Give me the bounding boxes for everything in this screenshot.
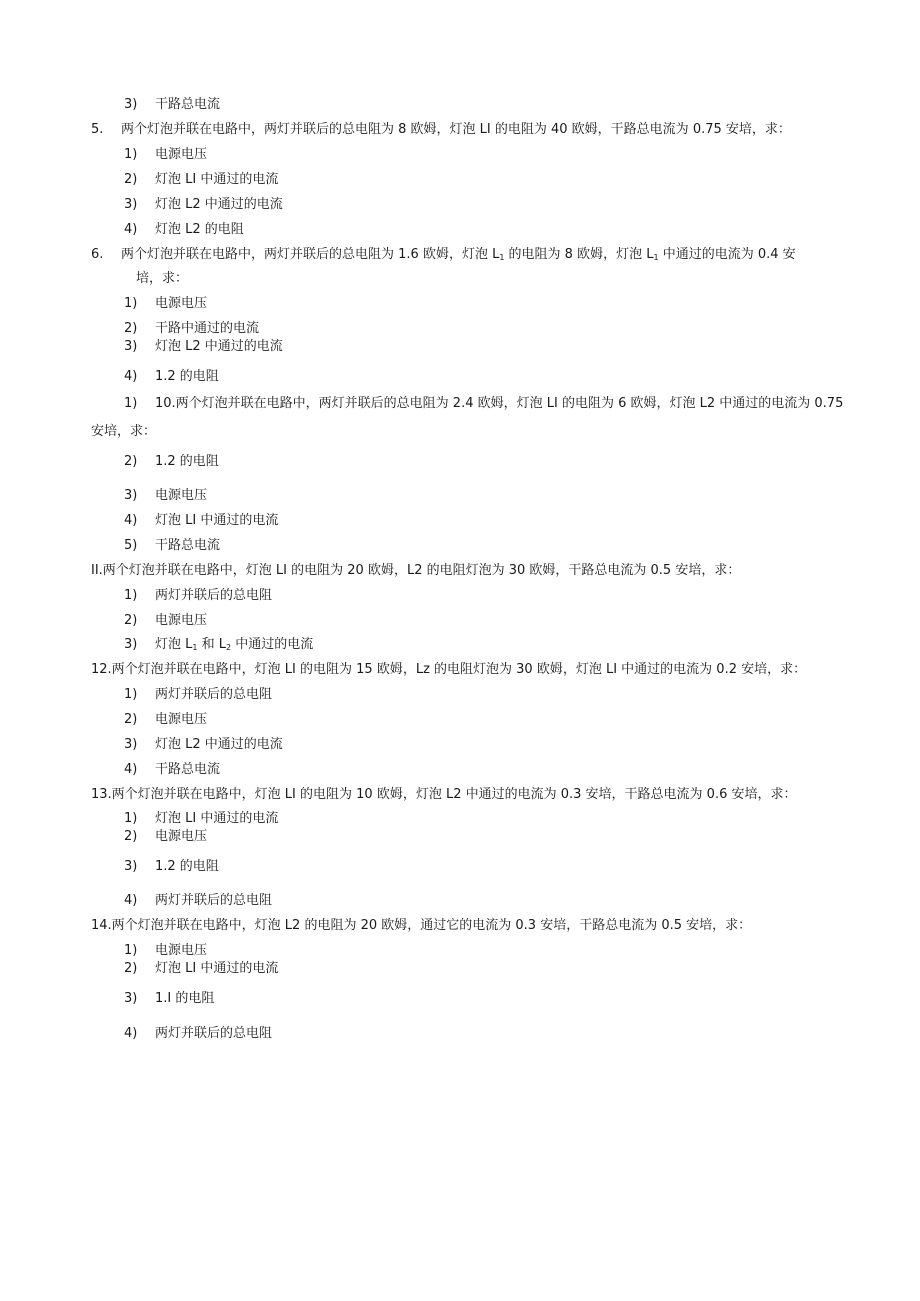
- sub-question-text: 1.2 的电阻: [155, 859, 219, 874]
- sub-question-text: 电源电压: [155, 613, 208, 628]
- sub-question-text: 灯泡 L2 中通过的电流: [155, 339, 283, 354]
- item-number: 1): [124, 296, 138, 311]
- item-number: 4): [124, 222, 138, 237]
- item-number: 4): [124, 893, 138, 908]
- item-number: 3): [124, 859, 138, 874]
- item-number: 5): [124, 538, 138, 553]
- sub-question-text: 灯泡 L2 中通过的电流: [155, 737, 283, 752]
- sub-question-text: 两灯并联后的总电阻: [155, 893, 273, 908]
- item-number: 3): [124, 637, 138, 652]
- item-number: 2): [124, 712, 138, 727]
- item-number: 3): [124, 339, 138, 354]
- item-number: 4): [124, 762, 138, 777]
- item-number: 4): [124, 1026, 138, 1041]
- question-text-continued: 培，求：: [136, 271, 189, 286]
- item-number: 1): [124, 396, 138, 411]
- sub-question-text: 两灯并联后的总电阻: [155, 1026, 273, 1041]
- sub-question-text: 干路总电流: [155, 762, 221, 777]
- item-number: 1): [124, 147, 138, 162]
- question-number: 6.: [91, 247, 104, 262]
- item-number: 2): [124, 613, 138, 628]
- sub-question-text: 电源电压: [155, 488, 208, 503]
- sub-question-text: 灯泡 L2 的电阻: [155, 222, 244, 237]
- item-number: 1): [124, 687, 138, 702]
- item-number: 3): [124, 97, 138, 112]
- question-text: 两个灯泡并联在电路中，两灯并联后的总电阻为 1.6 欧姆，灯泡 $L_1$ 的电阻为 8 欧姆，灯泡 $L_1$ 中通过的电流为 0.4 安: [121, 247, 796, 262]
- sub-question-text: 两灯并联后的总电阻: [155, 588, 273, 603]
- item-number: 1): [124, 588, 138, 603]
- item-number: 2): [124, 829, 138, 844]
- sub-question-text: 灯泡 LI 中通过的电流: [155, 172, 279, 187]
- item-number: 3): [124, 737, 138, 752]
- item-number: 2): [124, 321, 138, 336]
- question-text: 13.两个灯泡并联在电路中，灯泡 LI 的电阻为 10 欧姆，灯泡 L2 中通过的电流为 0.3 安培，干路总电流为 0.6 安培，求：: [91, 787, 797, 802]
- item-number: 3): [124, 991, 138, 1006]
- sub-question-text: 灯泡 L2 中通过的电流: [155, 197, 283, 212]
- sub-question-text: 电源电压: [155, 147, 208, 162]
- item-number: 3): [124, 197, 138, 212]
- sub-question-text: 电源电压: [155, 829, 208, 844]
- item-number: 2): [124, 172, 138, 187]
- sub-question-text: 灯泡 LI 中通过的电流: [155, 961, 279, 976]
- sub-question-text: 两灯并联后的总电阻: [155, 687, 273, 702]
- sub-question-text: 干路总电流: [155, 538, 221, 553]
- item-number: 4): [124, 513, 138, 528]
- sub-question-text: 干路总电流: [155, 97, 221, 112]
- item-number: 2): [124, 961, 138, 976]
- item-number: 1): [124, 811, 138, 826]
- sub-question-text: 电源电压: [155, 712, 208, 727]
- question-text: 两个灯泡并联在电路中，两灯并联后的总电阻为 8 欧姆，灯泡 LI 的电阻为 40 欧姆，干路总电流为 0.75 安培，求：: [121, 122, 791, 137]
- item-number: 2): [124, 454, 138, 469]
- sub-question-text: 灯泡 $L_1$ 和 $L_2$ 中通过的电流: [155, 637, 314, 652]
- item-number: 1): [124, 943, 138, 958]
- sub-question-text: 1.2 的电阻: [155, 369, 219, 384]
- item-number: 4): [124, 369, 138, 384]
- sub-question-text: 电源电压: [155, 296, 208, 311]
- sub-question-text: 1.2 的电阻: [155, 454, 219, 469]
- sub-question-text: 干路中通过的电流: [155, 321, 260, 336]
- item-number: 3): [124, 488, 138, 503]
- sub-question-text: 电源电压: [155, 943, 208, 958]
- sub-question-text: 1.I 的电阻: [155, 991, 215, 1006]
- question-text: 14.两个灯泡并联在电路中，灯泡 L2 的电阻为 20 欧姆，通过它的电流为 0.3 安培，干路总电流为 0.5 安培，求：: [91, 918, 752, 933]
- question-text: 12.两个灯泡并联在电路中，灯泡 LI 的电阻为 15 欧姆，Lz 的电阻灯泡为 30 欧姆，灯泡 LI 中通过的电流为 0.2 安培，求：: [91, 662, 807, 677]
- sub-question-text: 灯泡 LI 中通过的电流: [155, 513, 279, 528]
- sub-question-text: 灯泡 LI 中通过的电流: [155, 811, 279, 826]
- question-text: II.两个灯泡并联在电路中，灯泡 LI 的电阻为 20 欧姆，L2 的电阻灯泡为 30 欧姆，干路总电流为 0.5 安培，求：: [91, 563, 741, 578]
- question-text-continued: 安培，求：: [91, 424, 157, 439]
- question-number: 5.: [91, 122, 104, 137]
- question-text: 10.两个灯泡并联在电路中，两灯并联后的总电阻为 2.4 欧姆，灯泡 LI 的电阻为 6 欧姆，灯泡 L2 中通过的电流为 0.75: [155, 396, 844, 411]
